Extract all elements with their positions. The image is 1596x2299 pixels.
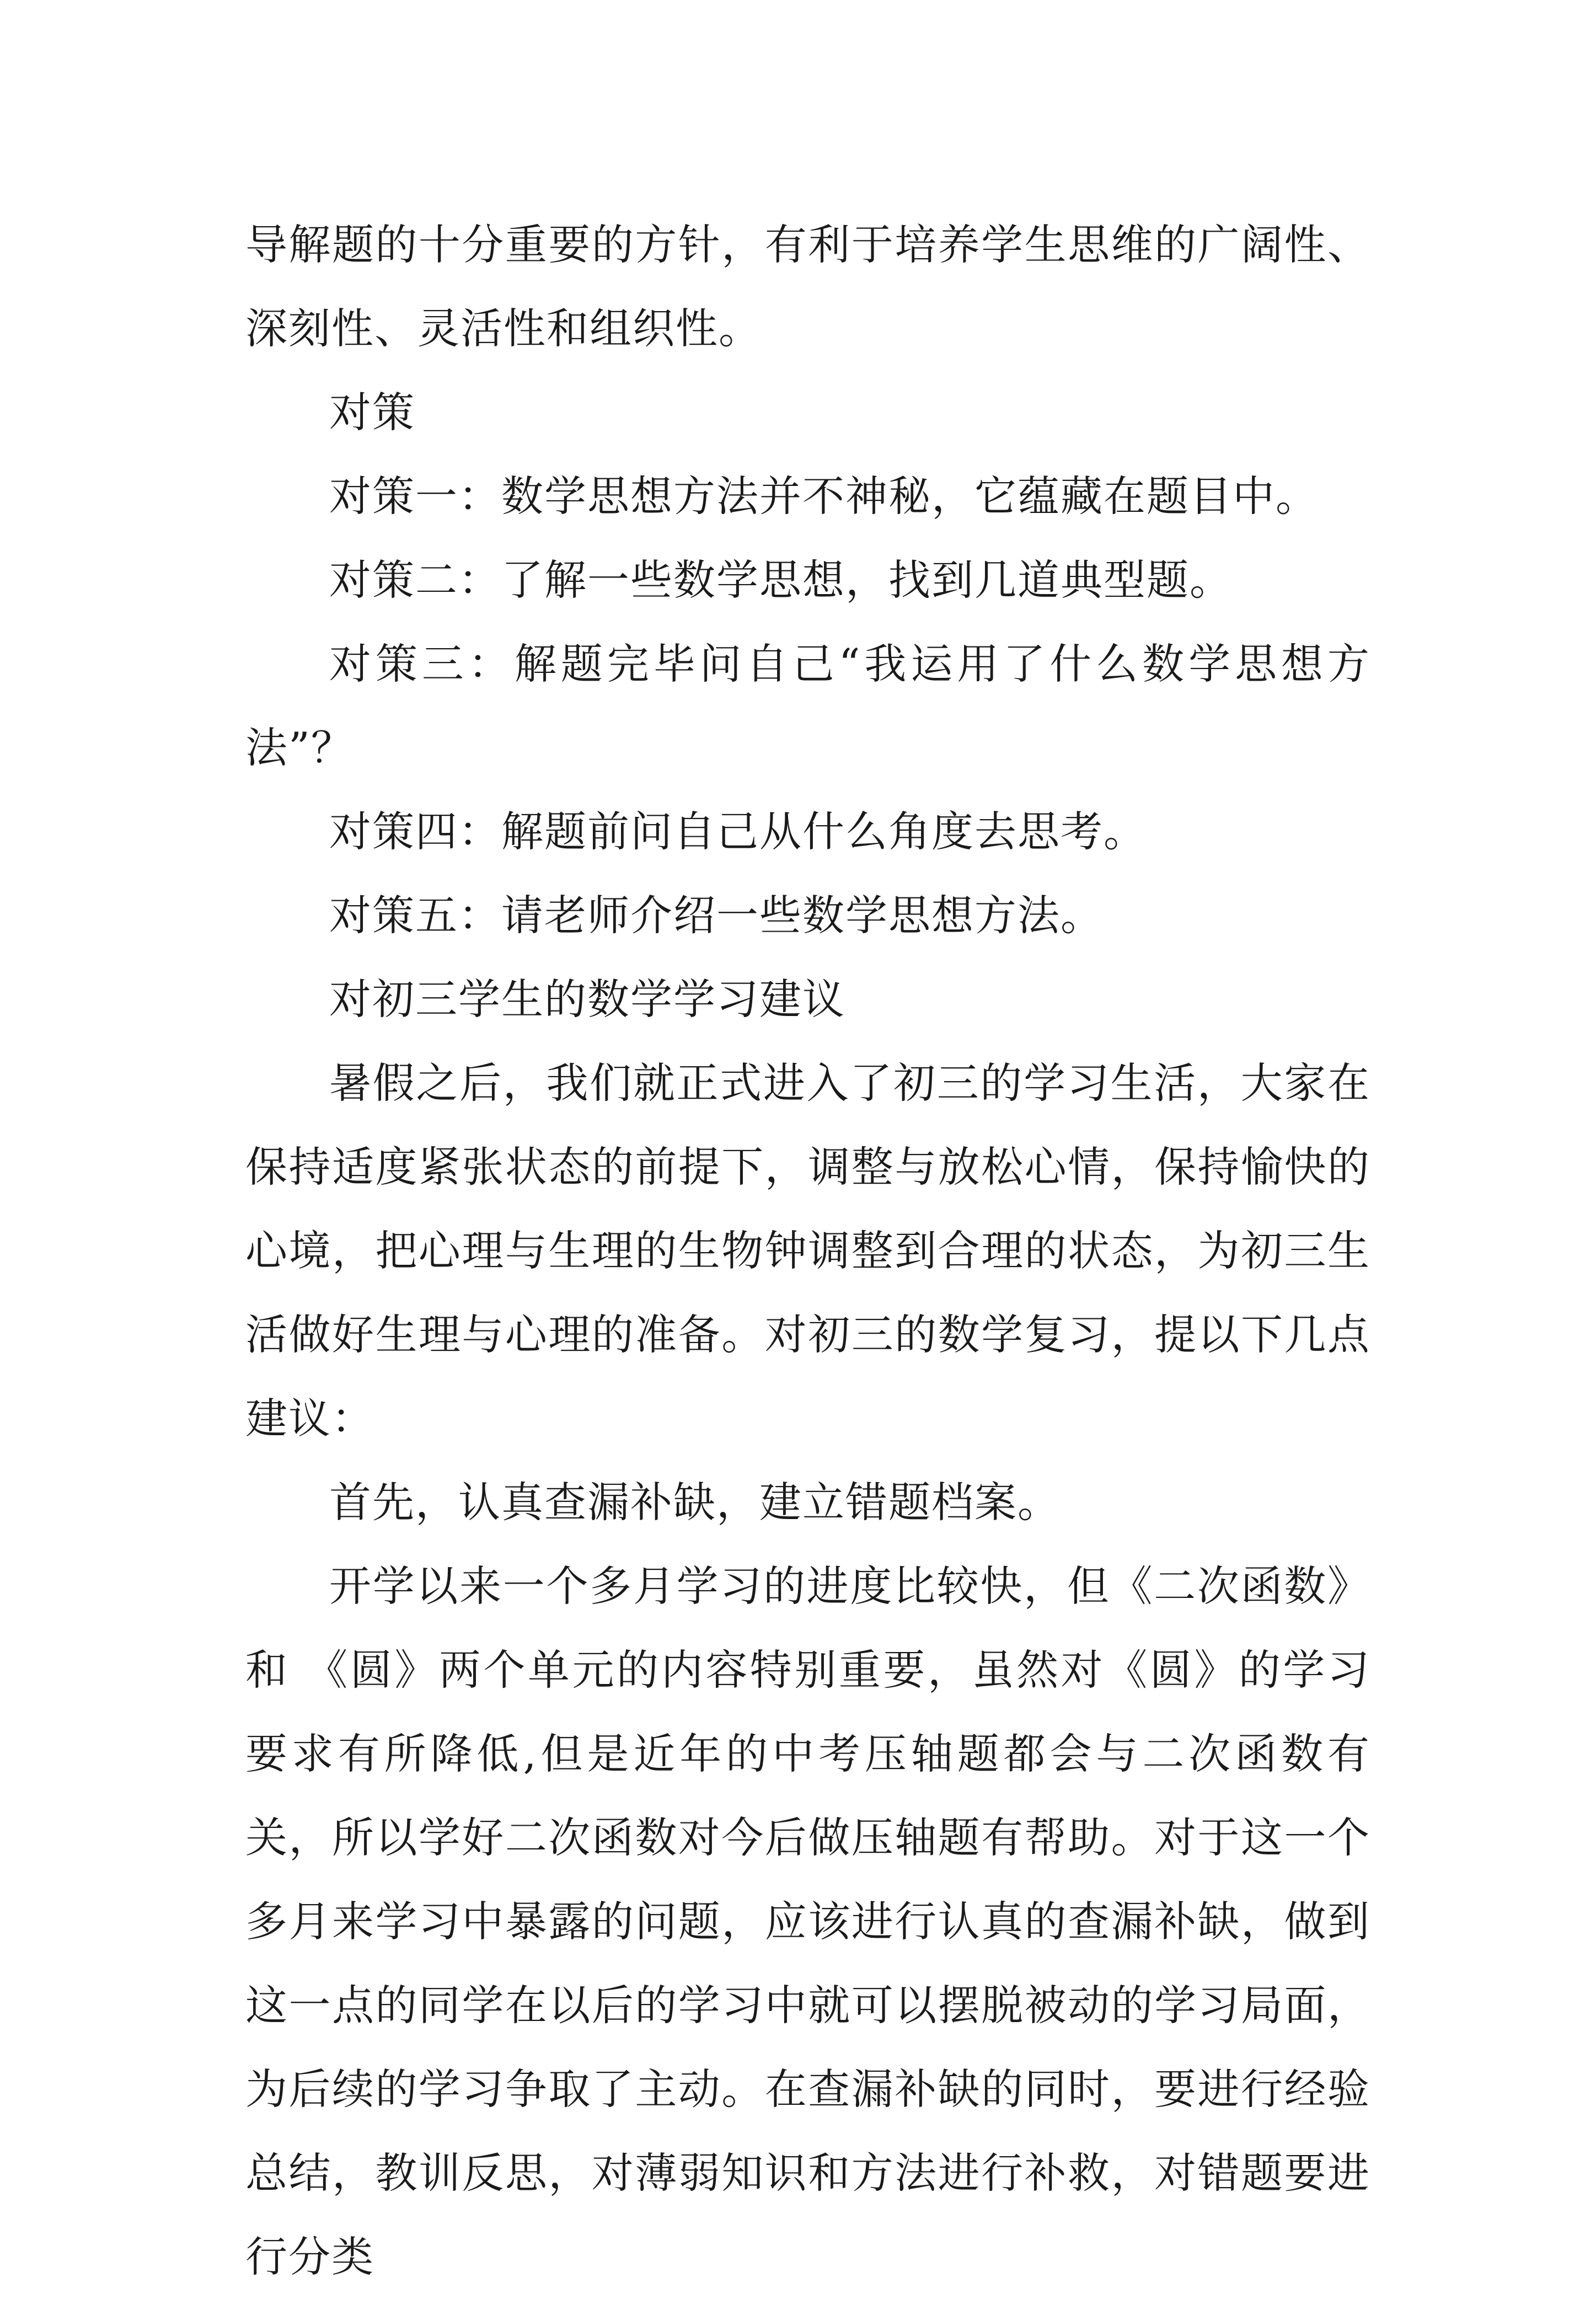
paragraph-5: 对策三：解题完毕问自己“我运用了什么数学思想方法”？	[245, 639, 1370, 772]
document-body	[245, 203, 1370, 2299]
paragraph-2: 对策	[329, 388, 415, 437]
paragraph-11: 开学以来一个多月学习的进度比较快，但《二次函数》和 《圆》两个单元的内容特别重要，虽然对《圆》的学习要求有所降低,但是近年的中考压轴题都会与二次函数有关，所以学好二次函数对今后做压轴题有帮助。对于这一个多月来学习中暴露的问题，应该进行认真的查漏补缺，做到这一点的同学在以后的学习中就可以摆脱被动的学习局面，为后续的学习争取了主动。在查漏补缺的同时，要进行经验总结，教训反思，对薄弱知识和方法进行补救，对错题要进行分类	[245, 1562, 1370, 2281]
paragraph-9: 暑假之后，我们就正式进入了初三的学习生活，大家在保持适度紧张状态的前提下，调整与放松心情，保持愉快的心境，把心理与生理的生物钟调整到合理的状态，为初三生活做好生理与心理的准备。对初三的数学复习，提以下几点建议：	[245, 1058, 1370, 1443]
paragraph-4: 对策二：了解一些数学思想，找到几道典型题。	[329, 555, 1233, 605]
paragraph-1: 导解题的十分重要的方针，有利于培养学生思维的广阔性、深刻性、灵活性和组织性。	[245, 220, 1370, 353]
paragraph-10: 首先，认真查漏补缺，建立错题档案。	[329, 1478, 1061, 1527]
paragraph-6: 对策四：解题前问自己从什么角度去思考。	[329, 807, 1147, 856]
paragraph-8: 对初三学生的数学学习建议	[329, 975, 845, 1024]
paragraph-3: 对策一：数学思想方法并不神秘，它蕴藏在题目中。	[329, 472, 1319, 521]
paragraph-7: 对策五：请老师介绍一些数学思想方法。	[329, 891, 1104, 940]
